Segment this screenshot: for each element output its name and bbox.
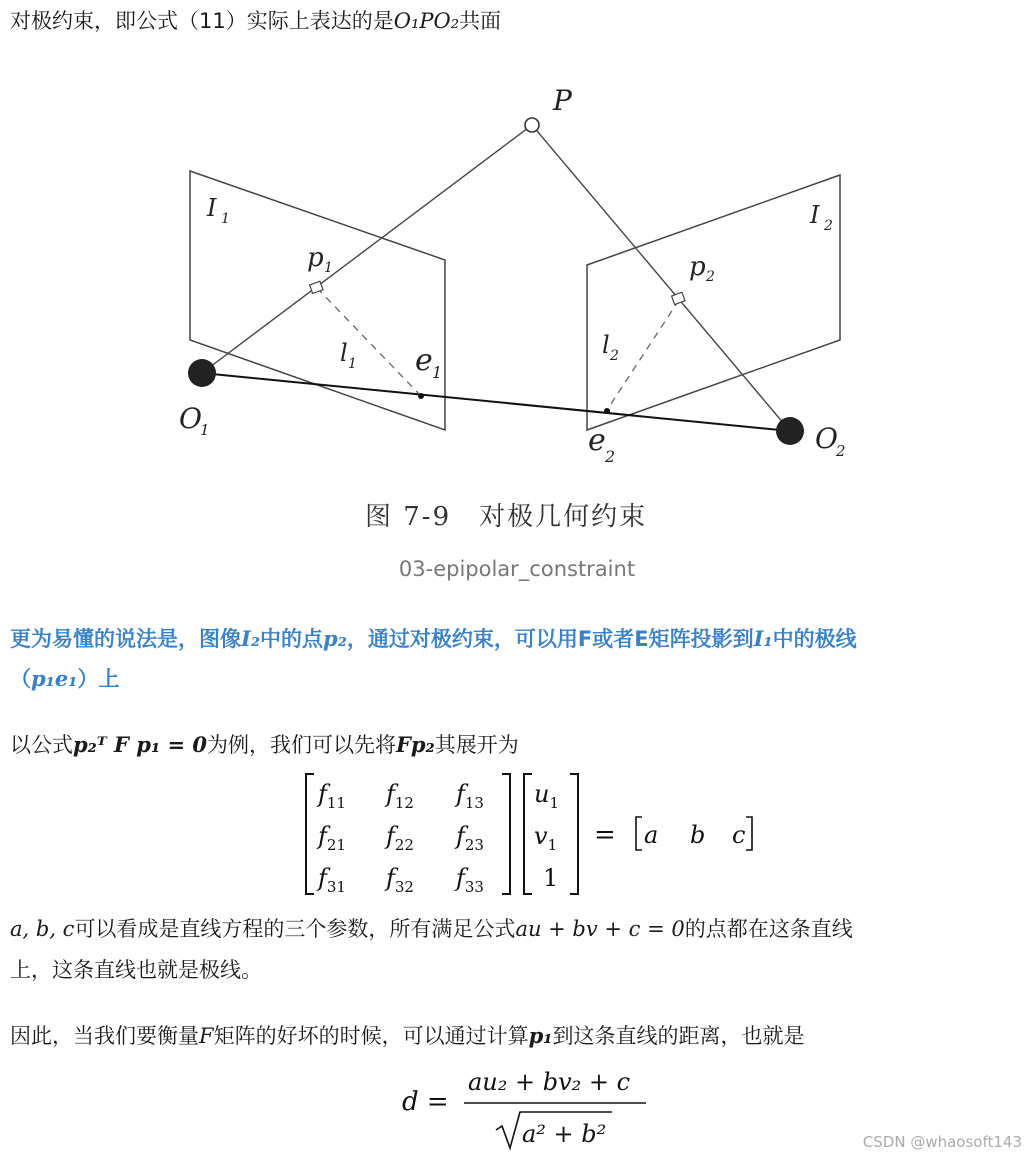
label-O1: O: [179, 402, 202, 435]
para4-p1: p₁: [528, 1023, 553, 1048]
highlight-math-p1e1: p₁e₁: [31, 666, 78, 691]
matrix-cell-f11: $f_{11}$: [318, 780, 346, 812]
matrix-cell-f31: $f_{31}$: [318, 864, 346, 896]
para4-F: F: [199, 1024, 214, 1048]
para2-fp2: Fp₂: [395, 732, 435, 757]
row-bracket-left: [636, 817, 642, 850]
matrix-equation-svg: [300, 770, 770, 900]
paragraph-2: [10, 730, 519, 760]
paragraph-3-line-1: [10, 914, 853, 944]
label-l2: l: [602, 331, 610, 359]
matrix-equation: [300, 770, 770, 905]
image-plane-1: [190, 171, 445, 430]
label-O1-sub: 1: [200, 421, 210, 439]
label-l1-sub: 1: [348, 356, 357, 372]
intro-math: O₁PO₂: [393, 9, 460, 33]
epipolar-diagram: [155, 78, 875, 478]
vector-bracket-left: [524, 774, 532, 894]
label-p1: p: [307, 243, 324, 273]
label-O2-sub: 2: [836, 442, 846, 460]
figure-caption: 03-epipolar_constraint: [398, 557, 636, 581]
ray-p-o2: [532, 125, 790, 431]
para4-middle: 矩阵的好坏的时候，可以通过计算: [213, 1024, 529, 1048]
intro-suffix: 共面: [459, 9, 502, 33]
label-O2: O: [815, 422, 838, 455]
distance-equation: [400, 1060, 660, 1160]
paragraph-3-line-2: 上，这条直线也就是极线。: [10, 958, 262, 982]
label-l2-sub: 2: [610, 348, 619, 364]
matrix-cell-f12: $f_{12}$: [386, 780, 414, 812]
highlight-paren-close: ）上: [77, 667, 120, 691]
distance-numerator: au₂ + bv₂ + c: [468, 1068, 631, 1096]
label-P: P: [553, 84, 572, 117]
distance-lhs: d =: [402, 1087, 449, 1117]
para4-suffix: 到这条直线的距离，也就是: [552, 1024, 805, 1048]
row-cell-a: a: [644, 821, 659, 849]
watermark: CSDN @whaosoft143: [862, 1133, 1022, 1151]
vector-cell-1: 1: [543, 864, 559, 892]
matrix-cell-f13: $f_{13}$: [456, 780, 484, 812]
matrix-cell-f22: $f_{22}$: [386, 822, 414, 854]
baseline: [202, 373, 790, 431]
highlight-text-3: ，通过对极约束，可以用F或者E矩阵投影到: [346, 627, 754, 651]
highlight-text-1: 更为易懂的说法是，图像: [10, 627, 241, 651]
intro-line: [10, 6, 501, 36]
highlight-text-2: 中的点: [260, 627, 324, 651]
highlight-math-I2: I₂: [241, 626, 261, 651]
label-I1: I: [207, 194, 217, 222]
para3-text-2: 的点都在这条直线: [684, 917, 853, 941]
figure-caption-zh: 图 7-9 对极几何约束: [365, 502, 648, 532]
matrix-cell-f32: $f_{32}$: [386, 864, 414, 896]
epipolar-figure: [155, 78, 875, 483]
vector-cell-u1: $u_1$: [534, 780, 560, 812]
highlight-line-2: [10, 664, 119, 694]
image-plane-2: [587, 175, 840, 430]
label-p1-sub: 1: [324, 260, 333, 276]
matrix-cell-f21: $f_{21}$: [318, 822, 346, 854]
highlight-math-I1: I₁: [753, 626, 773, 651]
label-p2: p: [689, 252, 706, 282]
para4-prefix: 因此，当我们要衡量: [10, 1024, 199, 1048]
row-cell-b: b: [690, 821, 706, 849]
para3-eq: au + bv + c = 0: [515, 917, 685, 941]
highlight-text-4: 中的极线: [772, 627, 857, 651]
para2-formula: p₂ᵀ F p₁ = 0: [73, 732, 207, 757]
equals-sign: =: [594, 820, 616, 850]
epipole-e2: [604, 408, 610, 414]
label-e2: e: [588, 423, 606, 458]
vector-bracket-right: [570, 774, 578, 894]
label-p2-sub: 2: [706, 269, 715, 285]
distance-equation-svg: [400, 1060, 660, 1155]
para2-middle: 为例，我们可以先将: [206, 733, 396, 757]
highlight-paren-open: （: [10, 667, 31, 691]
matrix-cell-f23: $f_{23}$: [456, 822, 484, 854]
intro-text: 对极约束，即公式（11）实际上表达的是: [10, 9, 394, 33]
label-I1-sub: 1: [221, 211, 230, 227]
para3-abc: a, b, c: [10, 917, 75, 941]
label-e2-sub: 2: [605, 447, 616, 466]
matrix-bracket-right: [502, 774, 510, 894]
epipole-e1: [418, 393, 424, 399]
point-p2: [672, 292, 685, 304]
vector-cell-v1: $v_1$: [534, 822, 558, 854]
camera-center-o1: [188, 359, 216, 387]
highlight-math-p2: p₂: [323, 626, 347, 651]
point-P: [525, 118, 539, 132]
epipolar-line-1: [317, 288, 421, 396]
para3-text-1: 可以看成是直线方程的三个参数，所有满足公式: [74, 917, 516, 941]
row-cell-c: c: [732, 821, 746, 849]
label-e1: e: [415, 343, 433, 378]
label-I2-sub: 2: [824, 218, 833, 234]
paragraph-4: [10, 1021, 804, 1051]
distance-denominator: a² + b²: [522, 1120, 607, 1148]
row-bracket-right: [746, 817, 752, 850]
para2-prefix: 以公式: [10, 733, 73, 757]
para2-suffix: 其展开为: [434, 733, 519, 757]
label-l1: l: [340, 339, 348, 367]
matrix-cell-f33: $f_{33}$: [456, 864, 484, 896]
camera-center-o2: [776, 417, 804, 445]
matrix-bracket-left: [306, 774, 314, 894]
highlight-line-1: [10, 624, 857, 654]
ray-o1-p: [202, 125, 532, 373]
label-e1-sub: 1: [432, 363, 443, 382]
label-I2: I: [810, 201, 820, 229]
